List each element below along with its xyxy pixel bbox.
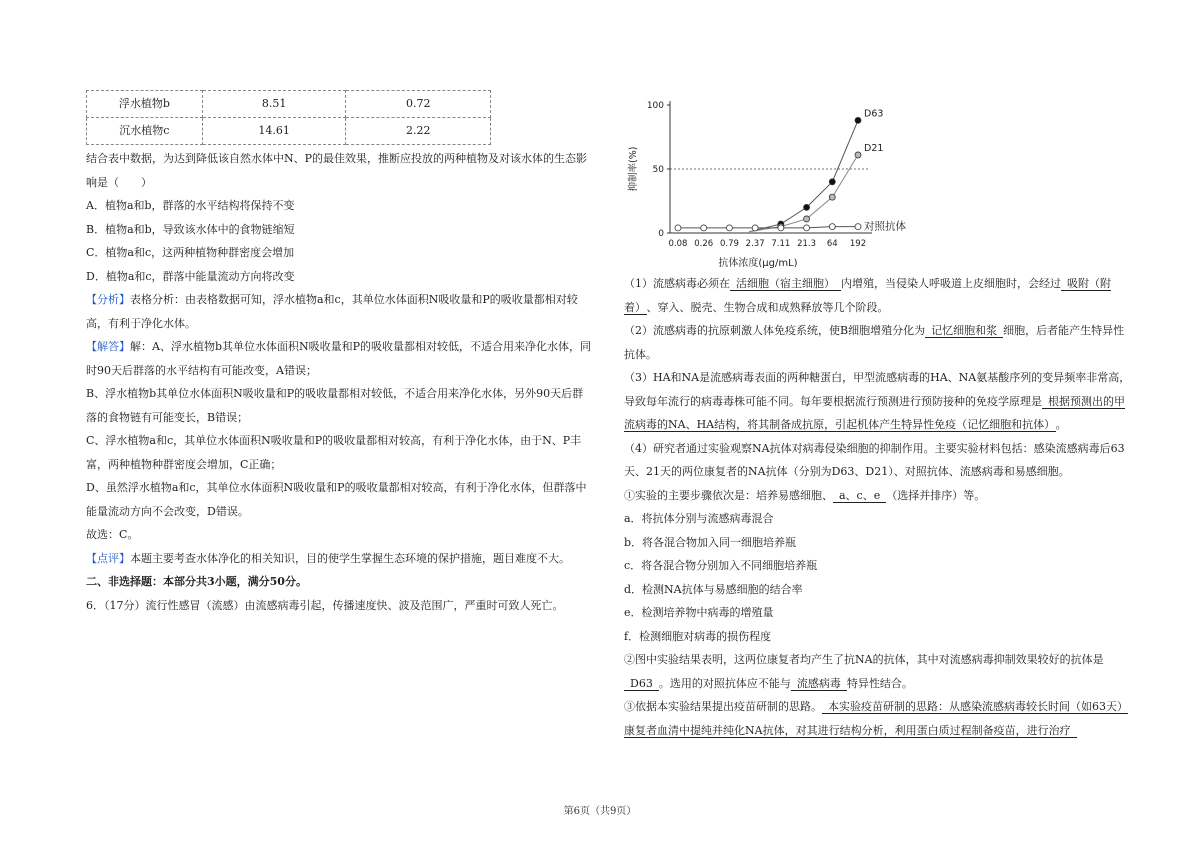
text: 细胞，后者能产生特异性抗体。 <box>624 324 1125 361</box>
answer-3 <box>624 366 1132 437</box>
text: ③依据本实验结果提出疫苗研制的思路。 <box>624 700 822 713</box>
data-point <box>804 216 810 222</box>
question-stem: 结合表中数据，为达到降低该自然水体中N、P的最佳效果，推断应投放的两种植物及对该水体的生态影响是（ ） <box>86 152 588 189</box>
table-cell: 2.22 <box>346 118 491 145</box>
data-point <box>829 224 835 230</box>
data-point <box>701 225 707 231</box>
series-line-D63 <box>749 120 858 231</box>
question-4: （4）研究者通过实验观察NA抗体对病毒侵染细胞的抑制作用。主要实验材料包括：感染流感病毒后63天、21天的两位康复者的NA抗体（分别为D63、D21）、对照抗体、流感病毒和易感细胞。 <box>624 441 1125 478</box>
table-cell: 浮水植物b <box>87 91 203 118</box>
table-cell: 14.61 <box>202 118 346 145</box>
choice-e: e．检测培养物中病毒的增殖量 <box>624 606 774 619</box>
blank-answer: 流感病毒 <box>791 677 847 691</box>
x-tick-label: 64 <box>826 239 838 249</box>
data-point <box>829 179 835 185</box>
text: 。选用的对照抗体应不能与 <box>658 676 791 690</box>
data-point <box>778 225 784 231</box>
table-cell: 沉水植物c <box>87 118 203 145</box>
solution-a: 解：A、浮水植物b其单位水体面积N吸收量和P的吸收量都相对较低，不适合用来净化水体，同时90天后群落的水平结构有可能改变，A错误； <box>86 340 592 377</box>
text: 特异性结合。 <box>846 676 913 690</box>
comment-tag: 【点评】 <box>86 551 130 565</box>
x-axis-label: 抗体浓度(μg/mL) <box>718 258 798 269</box>
y-tick-label: 100 <box>646 101 664 111</box>
text: ②图中实验结果表明，这两位康复者均产生了抗NA的抗体，其中对流感病毒抑制效果较好的抗体是 <box>624 653 1104 666</box>
data-point <box>804 204 810 210</box>
text: （选择并排序）等。 <box>886 488 986 502</box>
text: （3）HA和NA是流感病毒表面的两种糖蛋白，甲型流感病毒的HA、NA氨基酸序列的变异频率非常高，导致每年流行的病毒毒株可能不同。每年要根据流行预测进行预防接种的免疫学原理是 <box>624 371 1131 408</box>
data-point <box>855 152 861 158</box>
comment-paragraph <box>86 547 592 571</box>
blank-answer: 本实验疫苗研制的思路：从感染流感病毒较长时间（如63天）康复者血清中提纯并纯化NA抗体，对其进行结构分析，利用蛋白质过程制备疫苗，进行治疗 <box>624 700 1128 737</box>
data-point <box>804 225 810 231</box>
table-cell: 0.72 <box>346 91 491 118</box>
blank-answer: 记忆细胞和浆 <box>925 324 1003 338</box>
blank-answer: D63 <box>624 677 659 691</box>
x-tick-label: 0.08 <box>668 239 688 249</box>
table-cell: 8.51 <box>202 91 346 118</box>
option-c: C．植物a和c，这两种植物种群密度会增加 <box>86 246 295 259</box>
text: 内增殖，当侵染人呼吸道上皮细胞时，会经过 <box>841 277 1061 290</box>
table-row <box>87 91 491 118</box>
text: 。 <box>1055 418 1067 431</box>
blank-answer: 吸附（附着） <box>624 277 1111 314</box>
x-tick-label: 21.3 <box>797 239 817 249</box>
data-point <box>726 225 732 231</box>
analysis-text: 表格分析：由表格数据可知，浮水植物a和c，其单位水体面积N吸收量和P的吸收量都相对较高，有利于净化水体。 <box>86 293 578 330</box>
step-1 <box>624 484 1132 508</box>
choice-f: f．检测细胞对病毒的损伤程度 <box>624 629 772 643</box>
y-tick-label: 50 <box>652 165 664 175</box>
question-6: 6．（17分）流行性感冒（流感）由流感病毒引起，传播速度快、波及范围广，严重时可致人死亡。 <box>86 598 564 612</box>
inhibition-chart <box>624 92 924 272</box>
choice-c: c．将各混合物分别加入不同细胞培养瓶 <box>624 559 818 572</box>
x-tick-label: 0.79 <box>719 239 739 249</box>
blank-answer: 根据预测出的甲流病毒的NA、HA结构，将其制备成抗原，引起机体产生特异性免疫（记忆细胞和抗体） <box>624 394 1125 431</box>
analysis-paragraph <box>86 288 592 335</box>
analysis-tag: 【分析】 <box>86 293 130 306</box>
solution-tag: 【解答】 <box>86 340 130 353</box>
blank-answer: 活细胞（宿主细胞） <box>730 277 841 291</box>
data-point <box>855 117 861 123</box>
choice-d: d．检测NA抗体与易感细胞的结合率 <box>624 582 803 596</box>
y-tick-label: 0 <box>658 229 664 239</box>
choice-b: b．将各混合物加入同一细胞培养瓶 <box>624 535 797 549</box>
solution-b: B、浮水植物b其单位水体面积N吸收量和P的吸收量都相对较低，不适合用来净化水体，另外90天后群落的食物链有可能变长，B错误； <box>86 387 584 424</box>
text: （2）流感病毒的抗原刺激人体免疫系统，使B细胞增殖分化为 <box>624 324 926 337</box>
step-2 <box>624 648 1132 695</box>
series-label: D63 <box>864 108 884 120</box>
solution-d: D、虽然浮水植物a和c，其单位水体面积N吸收量和P的吸收量都相对较高，有利于净化水体，但群落中能量流动方向不会改变，D错误。 <box>86 481 587 518</box>
choice-a: a．将抗体分别与流感病毒混合 <box>624 512 774 525</box>
x-tick-label: 0.26 <box>694 239 714 249</box>
data-point <box>829 194 835 200</box>
option-d: D．植物a和c，群落中能量流动方向将改变 <box>86 269 295 283</box>
page-footer: 第6页（共9页） <box>563 806 637 817</box>
y-axis-label: 抑制率(%) <box>628 146 639 192</box>
text: 、穿入、脱壳、生物合成和成熟释放等几个阶段。 <box>646 300 889 314</box>
chart-svg <box>624 92 924 272</box>
section-heading: 二、非选择题：本部分共3小题，满分50分。 <box>86 575 307 588</box>
data-point <box>855 224 861 230</box>
blank-answer: a、c、e <box>833 489 886 503</box>
step-3 <box>624 695 1132 742</box>
solution-paragraph <box>86 335 592 382</box>
data-point <box>675 225 681 231</box>
series-label: D21 <box>864 142 884 154</box>
left-column <box>86 90 592 617</box>
solution-c: C、浮水植物a和c，其单位水体面积N吸收量和P的吸收量都相对较高，有利于净化水体，由于N、P丰富，两种植物种群密度会增加，C正确； <box>86 434 582 471</box>
x-tick-label: 2.37 <box>745 239 765 249</box>
data-point <box>752 225 758 231</box>
table-row <box>87 118 491 145</box>
absorption-table <box>86 90 491 145</box>
answer-1 <box>624 272 1132 319</box>
right-column <box>624 92 1132 742</box>
answer-2 <box>624 319 1132 366</box>
text: ①实验的主要步骤依次是：培养易感细胞、 <box>624 488 833 502</box>
text: （1）流感病毒必须在 <box>624 277 730 290</box>
comment-text: 本题主要考查水体净化的相关知识，目的使学生掌握生态环境的保护措施，题目难度不大。 <box>130 551 570 565</box>
x-tick-label: 192 <box>849 239 867 249</box>
option-b: B．植物a和b，导致该水体中的食物链缩短 <box>86 222 295 236</box>
option-a: A．植物a和b，群落的水平结构将保持不变 <box>86 199 295 212</box>
answer: 故选：C。 <box>86 528 139 541</box>
series-label: 对照抗体 <box>864 220 906 233</box>
x-tick-label: 7.11 <box>771 239 791 249</box>
